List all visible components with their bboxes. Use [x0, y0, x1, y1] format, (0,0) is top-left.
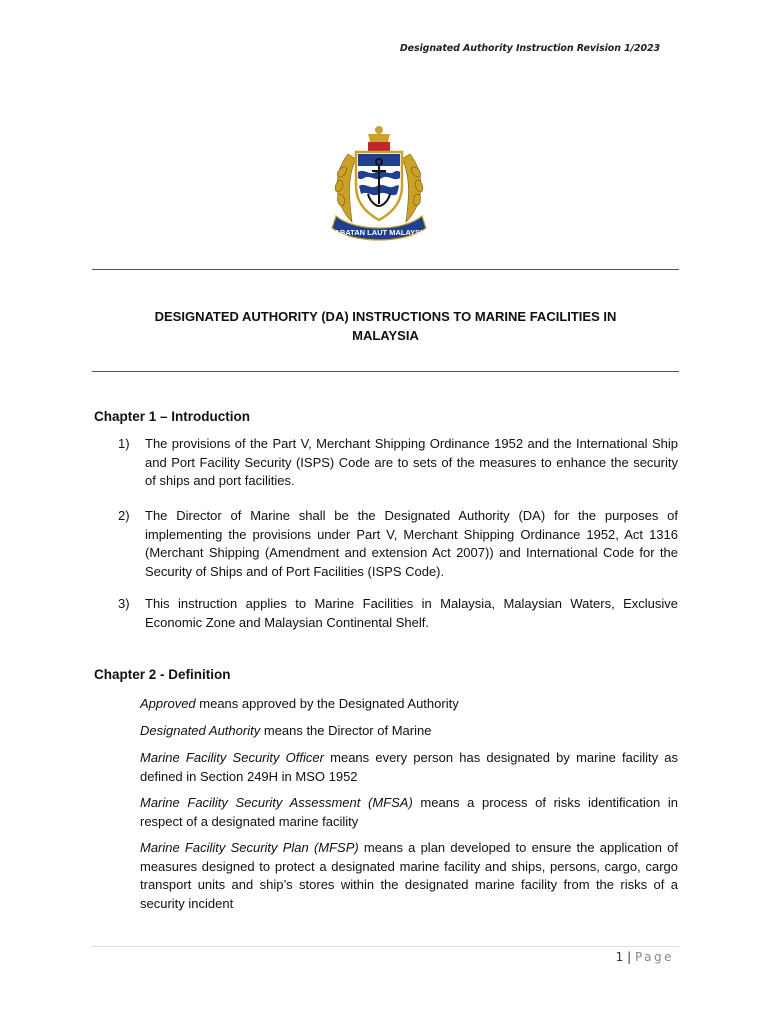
top-divider: [92, 269, 679, 270]
definition-term: Marine Facility Security Officer: [140, 750, 324, 765]
chapter-1-list-2: [118, 507, 678, 581]
chapter-1-list: [118, 435, 678, 491]
page-number: 1: [615, 950, 624, 964]
definition-designated-authority: [140, 722, 678, 741]
definition-term: Marine Facility Security Assessment (MFSA): [140, 795, 413, 810]
jabatan-laut-malaysia-crest: [330, 124, 428, 249]
list-item-text: This instruction applies to Marine Facilities in Malaysia, Malaysian Waters, Exclusive Economic Zone and Malaysian Continental Shelf.: [145, 596, 678, 630]
list-item-number: 3): [118, 596, 130, 611]
list-item-number: 2): [118, 508, 130, 523]
definition-term: Approved: [140, 696, 196, 711]
page-separator: |: [627, 950, 632, 964]
chapter-2-heading: Chapter 2 - Definition: [94, 667, 231, 682]
definition-text: means every person has designated by marine facility as defined in Section 249H in MSO 1952: [140, 750, 679, 784]
list-item: [118, 435, 678, 491]
document-title-line2: MALAYSIA: [352, 328, 419, 343]
definition-term: Marine Facility Security Plan (MFSP): [140, 840, 359, 855]
list-item-number: 1): [118, 436, 130, 451]
page-label: Page: [634, 950, 674, 964]
document-title: [92, 307, 679, 345]
definition-text: means approved by the Designated Authority: [195, 696, 459, 711]
definition-mfsp: [140, 839, 678, 913]
definition-text: means a process of risks identification in respect of a designated marine facility: [140, 795, 678, 829]
list-item: [118, 507, 678, 581]
definition-approved: [140, 695, 678, 714]
list-item-text: The provisions of the Part V, Merchant Shipping Ordinance 1952 and the International Ship and Port Facility Security (ISPS) Code are to sets of the measures to enhance the security of ships and port facilities.: [145, 436, 678, 488]
crest-banner-text: JABATAN LAUT MALAYSIA: [330, 228, 428, 237]
footer-divider: [92, 946, 679, 947]
page-footer: [616, 950, 674, 964]
definition-mfso: [140, 749, 678, 786]
document-title-line1: DESIGNATED AUTHORITY (DA) INSTRUCTIONS TO MARINE FACILITIES IN: [154, 309, 617, 324]
chapter-1-list-3: [118, 595, 678, 632]
definition-mfsa: [140, 794, 678, 831]
list-item: [118, 595, 678, 632]
definition-term: Designated Authority: [140, 723, 261, 738]
title-divider: [92, 371, 679, 372]
definition-text: means the Director of Marine: [260, 723, 432, 738]
running-header: Designated Authority Instruction Revision 1/2023: [399, 43, 660, 54]
chapter-1-heading: Chapter 1 – Introduction: [94, 409, 251, 424]
list-item-text: The Director of Marine shall be the Designated Authority (DA) for the purposes of implementing the provisions under Part V, Merchant Shipping Ordinance 1952, Act 1316 (Merchant Shipping (Amendment and extension Act 2007)) and International Code for the Security of Ships and of Port Facilities (ISPS Code).: [145, 508, 678, 579]
definition-text: means a plan developed to ensure the application of measures designed to protect a designated marine facility and ships, persons, cargo, cargo transport units and ship’s stores within the designated marine facility from the risks of a security incident: [140, 840, 678, 911]
